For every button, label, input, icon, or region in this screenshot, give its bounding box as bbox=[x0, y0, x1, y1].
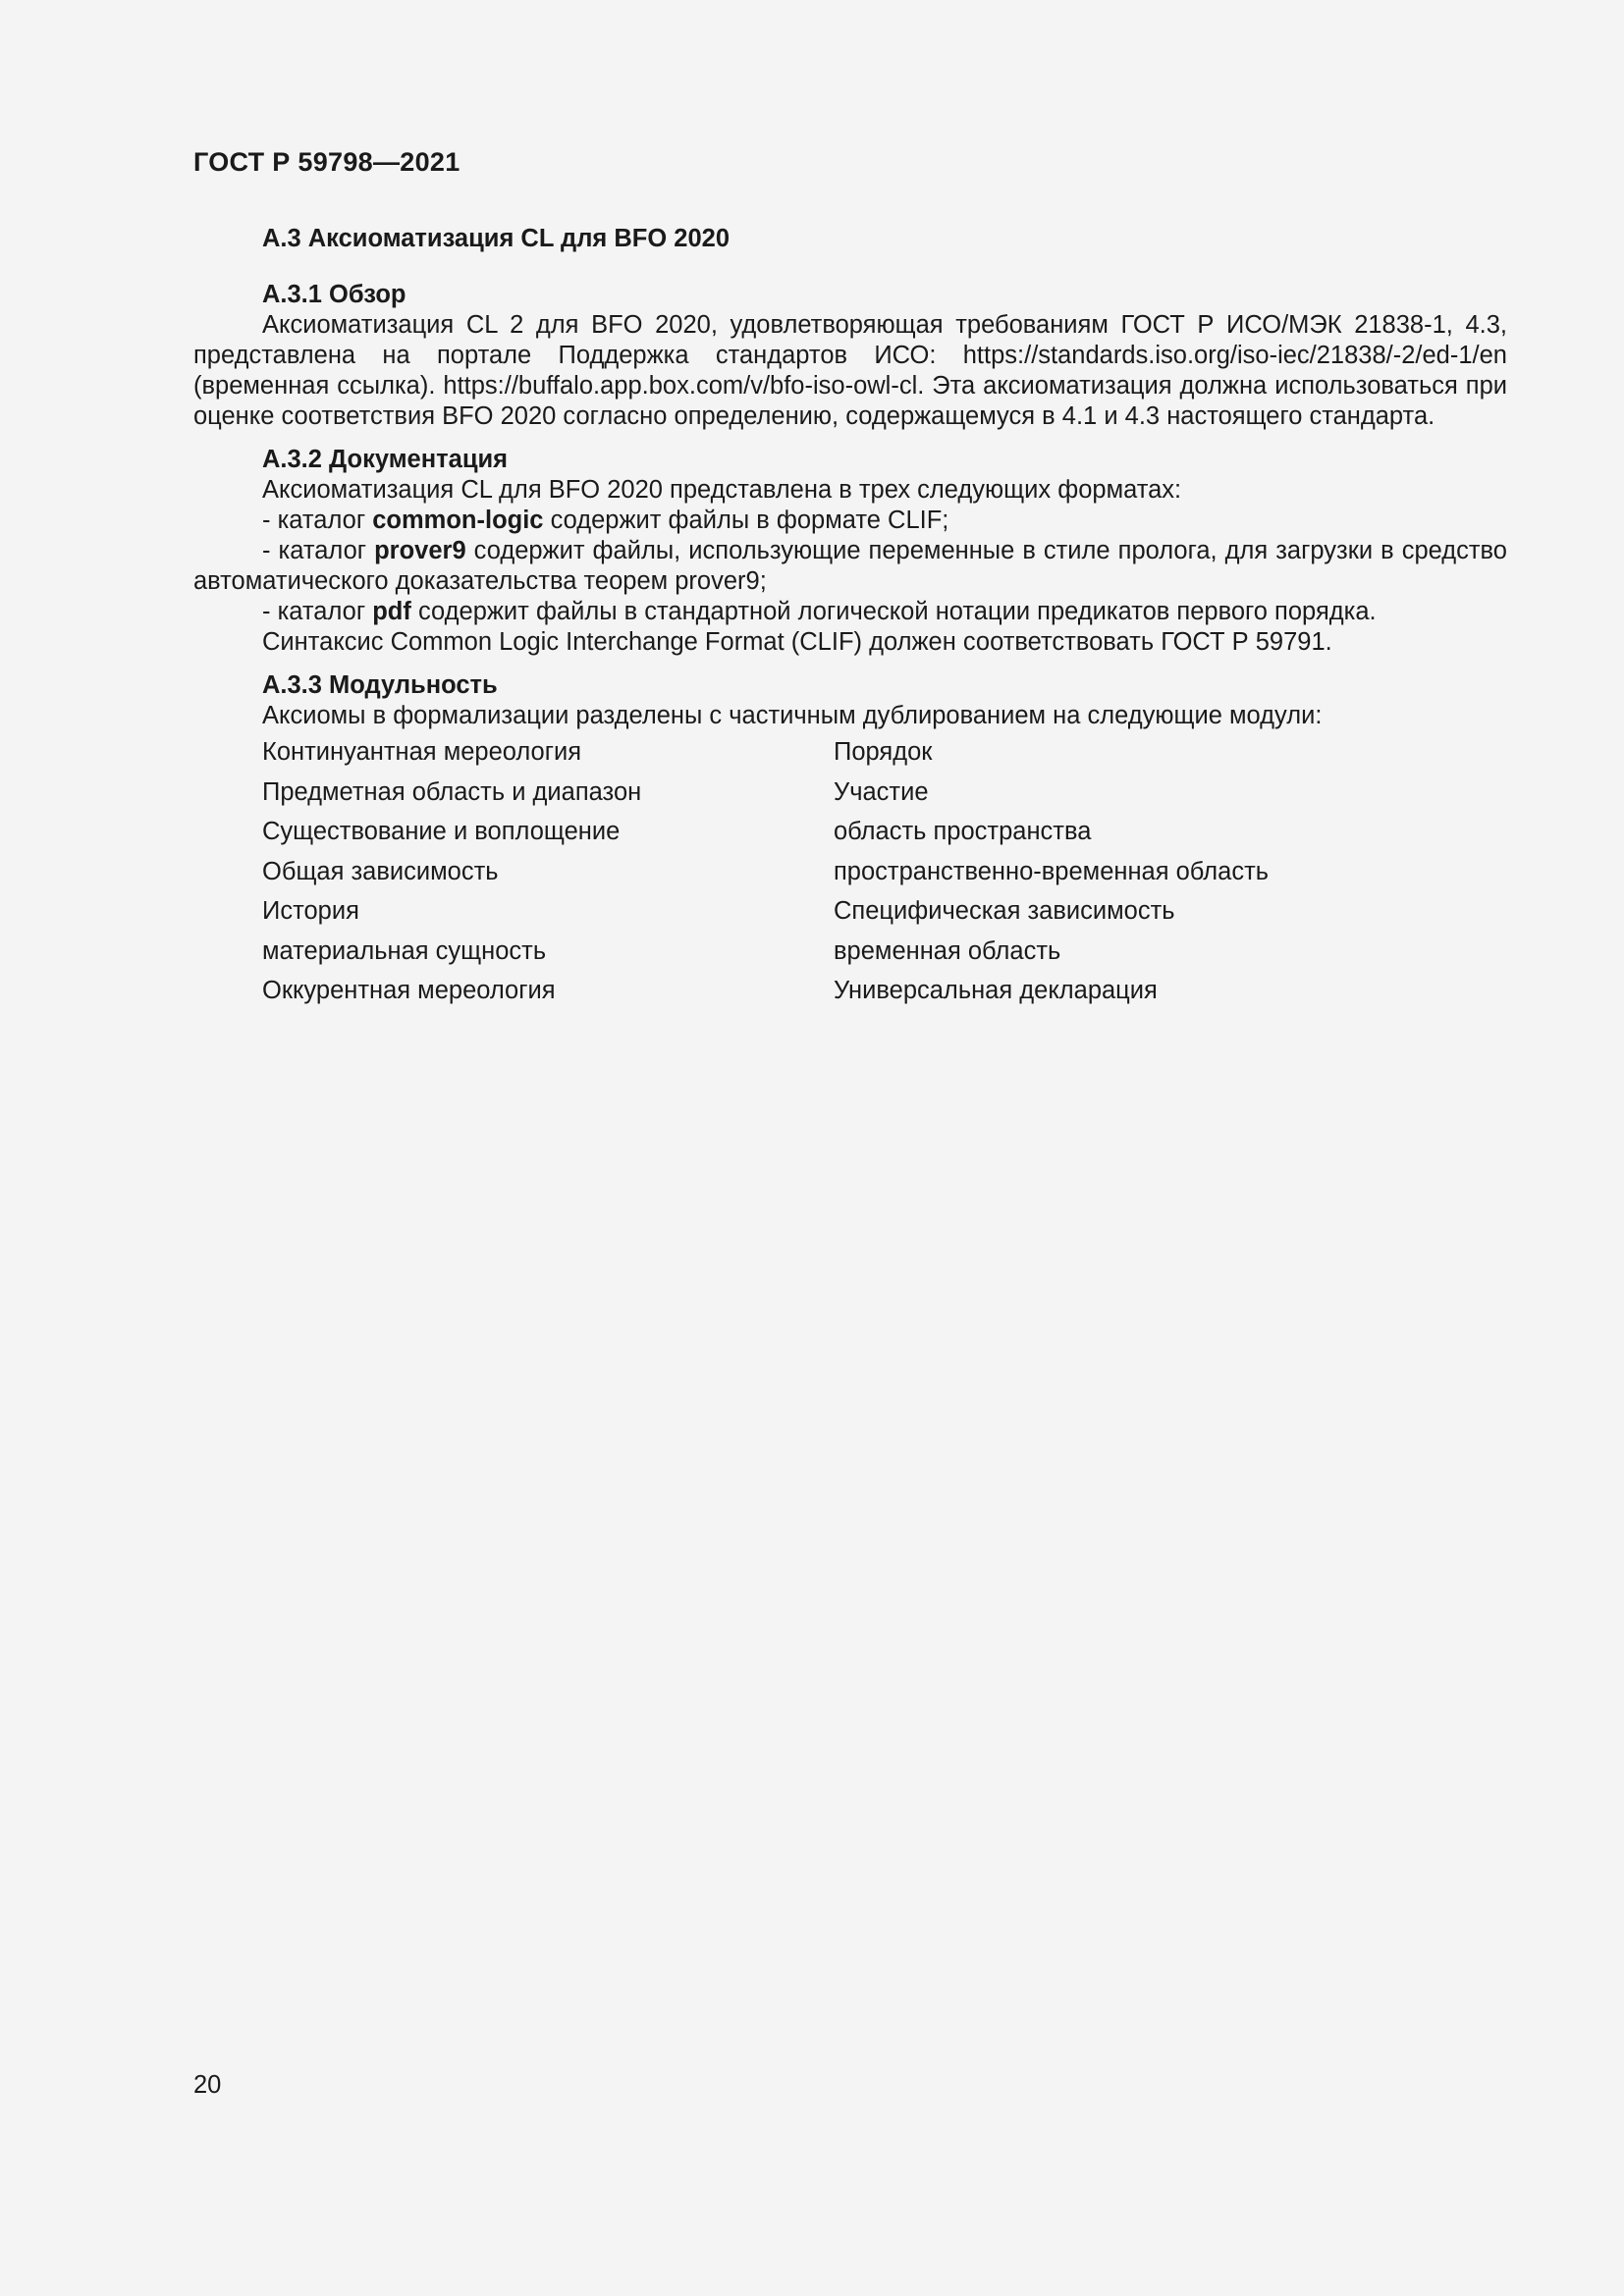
item-suffix: содержит файлы, использующие переменные в стиле пролога, для загрузки в средство автоматического доказательства теорем prover9; bbox=[193, 537, 1507, 595]
module-item: Участие bbox=[834, 777, 929, 806]
item-prefix: - каталог bbox=[262, 598, 373, 625]
overview-title: А.3.1 Обзор bbox=[262, 281, 406, 308]
modularity-section bbox=[193, 670, 1507, 1006]
document-header: ГОСТ Р 59798—2021 bbox=[193, 147, 460, 177]
module-item: Существование и воплощение bbox=[262, 818, 621, 845]
item-prefix: - каталог bbox=[262, 537, 375, 564]
syntax-note: Синтаксис Common Logic Interchange Format (CLIF) должен соответствовать ГОСТ Р 59791. bbox=[262, 628, 1332, 656]
modules-list bbox=[262, 737, 1507, 1006]
module-item: Универсальная декларация bbox=[834, 977, 1158, 1004]
page-number: 20 bbox=[193, 2071, 222, 2099]
modularity-intro: Аксиомы в формализации разделены с частичным дублированием на следующие модули: bbox=[262, 702, 1323, 729]
documentation-item bbox=[193, 597, 1507, 627]
documentation-item bbox=[193, 536, 1507, 597]
documentation-section bbox=[193, 445, 1507, 658]
item-suffix: содержит файлы в формате CLIF; bbox=[543, 507, 949, 534]
documentation-title: А.3.2 Документация bbox=[262, 446, 509, 473]
item-prefix: - каталог bbox=[262, 507, 373, 534]
directory-name: pdf bbox=[372, 598, 411, 625]
section-title: А.3 Аксиоматизация CL для BFO 2020 bbox=[262, 225, 731, 252]
overview-section bbox=[193, 280, 1507, 432]
documentation-item bbox=[193, 506, 1507, 536]
module-item: область пространства bbox=[834, 818, 1092, 845]
documentation-intro: Аксиоматизация CL для BFO 2020 представлена в трех следующих форматах: bbox=[262, 476, 1182, 504]
modularity-title: А.3.3 Модульность bbox=[262, 671, 498, 699]
module-item: Специфическая зависимость bbox=[834, 897, 1175, 925]
document-content bbox=[193, 224, 1507, 1006]
module-item: пространственно-временная область bbox=[834, 857, 1270, 885]
module-item: Порядок bbox=[834, 738, 933, 766]
overview-paragraph: Аксиоматизация CL 2 для BFO 2020, удовлетворяющая требованиям ГОСТ Р ИСО/МЭК 21838-1, 4.3, представлена на портале Поддержка стандартов ИСО: https://standards.iso.org/iso-iec/21838/-2/ed-1/en (временная ссылка). https://buffalo.app.box.com/v/bfo-iso-owl-cl. Эта аксиоматизация должна использоваться при оценке соответствия BFO 2020 согласно определению, содержащемуся в 4.1 и 4.3 настоящего стандарта. bbox=[193, 311, 1507, 430]
item-suffix: содержит файлы в стандартной логической нотации предикатов первого порядка. bbox=[410, 598, 1377, 625]
module-item: История bbox=[262, 897, 359, 925]
module-item: материальная сущность bbox=[262, 936, 547, 965]
directory-name: common-logic bbox=[372, 507, 544, 534]
module-item: Предметная область и диапазон bbox=[262, 777, 642, 806]
module-item: Оккурентная мереология bbox=[262, 977, 556, 1004]
module-item: Континуантная мереология bbox=[262, 738, 582, 766]
module-item: Общая зависимость bbox=[262, 857, 499, 885]
module-item: временная область bbox=[834, 936, 1061, 965]
directory-name: prover9 bbox=[374, 537, 466, 564]
